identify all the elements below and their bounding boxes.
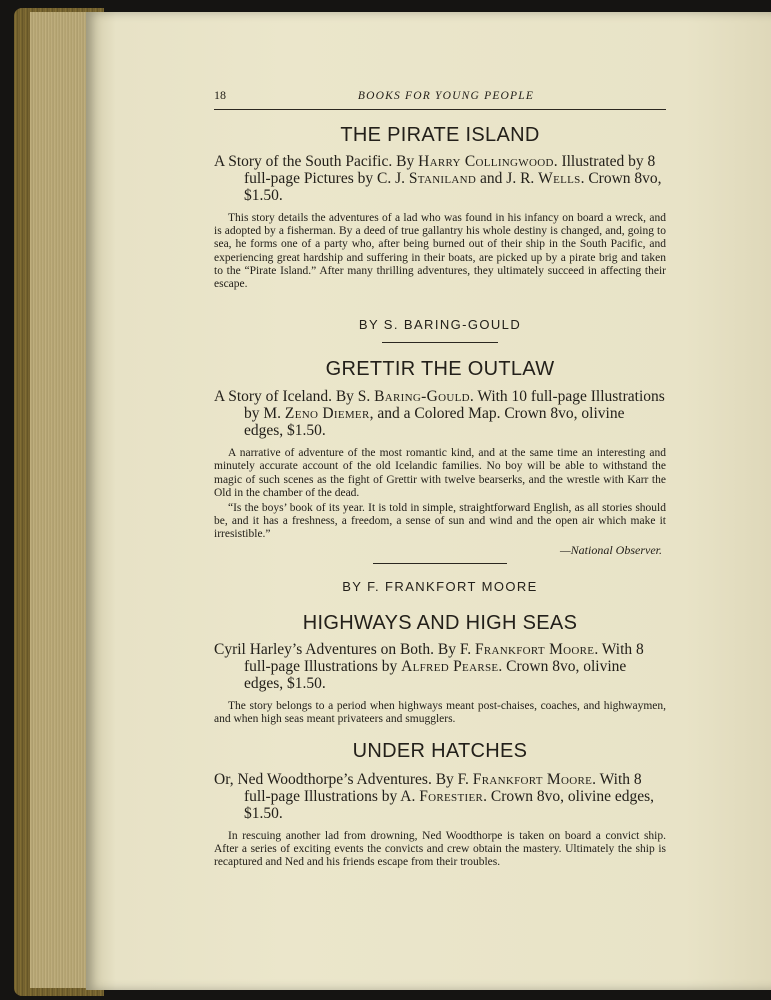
book-description: In rescuing another lad from drowning, Ned Woodthorpe is taken on board a convict ship. After a series of exciting events the convicts and crew obtain the mastery. Ultimately the ship is recaptured and Ned and his friends escape from their troubles. (214, 830, 666, 869)
illustrator-name: Alfred Pearse (401, 657, 499, 675)
book-title: HIGHWAYS AND HIGH SEAS (302, 611, 578, 634)
review-quote: “Is the boys’ book of its year. It is told in simple, straightforward English, as all stories should be, and it has a freshness, a freedom, a sense of sun and wind and the open air which make it irresistible.” (214, 502, 666, 541)
book-entry: A Story of Iceland. By S. Baring-Gould. With 10 full-page Illustrations by M. Zeno Diemer, and a Colored Map. Crown 8vo, olivine edges, $1.50. (214, 388, 665, 440)
book-listing-grettir (214, 317, 666, 563)
review-source: —National Observer. (560, 542, 662, 557)
book-title: UNDER HATCHES (352, 740, 528, 763)
illustrator-name: Zeno Diemer (284, 405, 370, 423)
divider (382, 342, 498, 343)
divider (373, 563, 507, 564)
book-description: The story belongs to a period when highways meant post-chaises, coaches, and highwaymen, and when high seas meant privateers and smugglers. (214, 699, 666, 725)
author-name: Frankfort Moore (474, 640, 595, 658)
page-number: 18 (214, 88, 226, 102)
book-listing-highways (214, 579, 666, 726)
book-title: GRETTIR THE OUTLAW (325, 358, 555, 381)
author-name: Baring-Gould (374, 388, 470, 406)
page-header (214, 88, 666, 110)
book-listing-pirate-island (214, 124, 666, 291)
book-entry: Cyril Harley’s Adventures on Both. By F. Frankfort Moore. With 8 full-page Illustrations by Alfred Pearse. Crown 8vo, olivine edges, $1.50. (214, 640, 644, 692)
author-name: Frankfort Moore (472, 771, 593, 789)
book-description: A narrative of adventure of the most romantic kind, and at the same time an interesting and minutely accurate account of the old Icelandic families. No boy will be able to withstand the magic of such scenes as the fight of Grettir with twelve bearserks, and the wrestle with Karr the Old in the chamber of the dead. (214, 447, 666, 499)
book-entry: A Story of the South Pacific. By Harry Collingwood. Illustrated by 8 full-page Pictures by C. J. Staniland and J. R. Wells. Crown 8vo, $1.50. (214, 153, 662, 204)
author-byline: BY F. FRANKFORT MOORE (342, 578, 538, 594)
book-description: This story details the adventures of a lad who was found in his infancy on board a wreck, and is adopted by a fisherman. By a deed of true gallantry his whole destiny is changed, and, going to sea, he forms one of a party who, after being burned out of their ship in the South Pacific, and experiencing great hardship and suffering in their boats, are picked up by a pirate brig and taken to the “Pirate Island.” After many thrilling adventures, they ultimately succeed in affecting their escape. (214, 212, 666, 291)
illustrator-name: Forestier (419, 788, 484, 806)
author-byline: BY S. BARING-GOULD (358, 317, 522, 333)
author-name: Harry Collingwood (418, 153, 554, 170)
book-listing-under-hatches (214, 740, 666, 870)
running-title: BOOKS FOR YOUNG PEOPLE (357, 90, 535, 102)
book-entry: Or, Ned Woodthorpe’s Adventures. By F. Frankfort Moore. With 8 full-page Illustrations by A. Forestier. Crown 8vo, olivine edges, $1.50. (214, 771, 655, 823)
illustrator-name: Staniland (408, 170, 477, 187)
book-title: THE PIRATE ISLAND (340, 124, 540, 146)
page-content (214, 88, 666, 870)
illustrator-name: Wells (538, 170, 581, 187)
